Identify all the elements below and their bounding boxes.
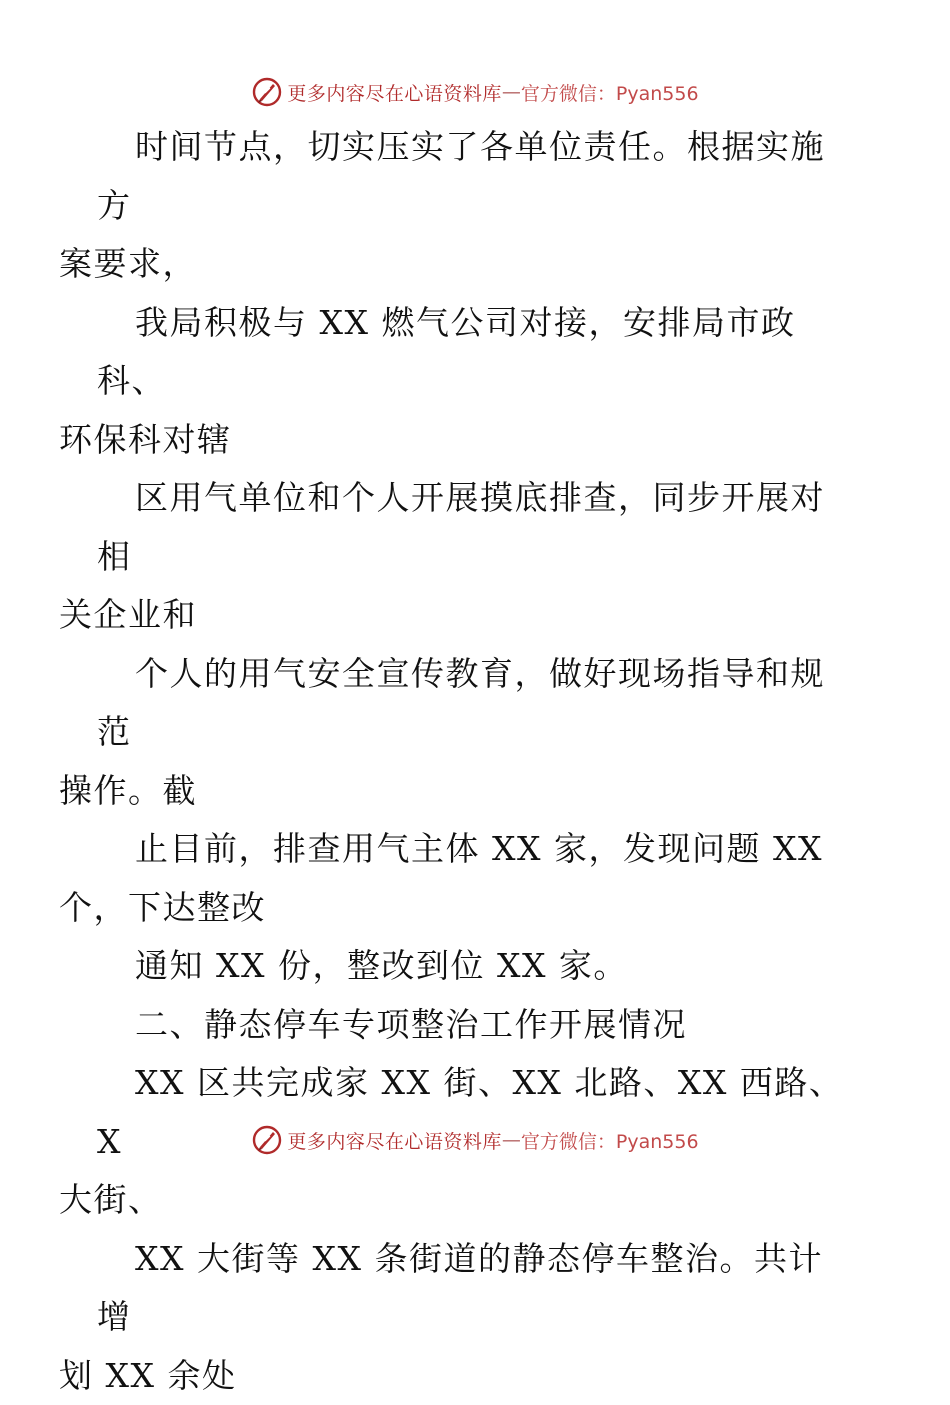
paragraph-line: 区用气单位和个人开展摸底排查，同步开展对相 [97, 469, 857, 586]
watermark-text: 更多内容尽在心语资料库 [287, 1127, 502, 1154]
paragraph-line: 划 XX 余处 [59, 1347, 857, 1405]
watermark-text: 更多内容尽在心语资料库 [287, 79, 502, 106]
feather-pen-circle-icon [251, 1124, 283, 1156]
footer-watermark [0, 1120, 950, 1160]
paragraph-line: 我局积极与 XX 燃气公司对接，安排局市政科、 [97, 294, 857, 411]
section-heading [97, 996, 857, 1055]
paragraph-4 [97, 645, 857, 821]
paragraph-6 [97, 937, 857, 996]
watermark-separator: — [502, 1129, 521, 1151]
paragraph-3 [97, 469, 857, 645]
document-body [97, 118, 857, 1405]
header-watermark [0, 72, 950, 112]
paragraph-line: 环保科对辖 [59, 411, 857, 470]
paragraph-line: 案要求， [59, 235, 857, 294]
paragraph-line: XX 大街等 XX 条街道的静态停车整治。共计增 [97, 1230, 857, 1347]
paragraph-9 [97, 1230, 857, 1405]
paragraph-line: 时间节点，切实压实了各单位责任。根据实施方 [97, 118, 857, 235]
paragraph-line: 通知 XX 份，整改到位 XX 家。 [97, 937, 857, 996]
watermark-contact: 官方微信：Pyan556 [521, 79, 699, 106]
paragraph-line: 止目前，排查用气主体 XX 家，发现问题 XX [97, 820, 857, 879]
feather-pen-circle-icon [251, 76, 283, 108]
paragraph-line: XX 区共完成家 XX 街、XX 北路、XX 西路、X [97, 1054, 857, 1171]
watermark-contact: 官方微信：Pyan556 [521, 1127, 699, 1154]
paragraph-line: 个，下达整改 [59, 879, 857, 938]
paragraph-line: 关企业和 [59, 586, 857, 645]
paragraph-2 [97, 294, 857, 470]
heading-line: 二、静态停车专项整治工作开展情况 [97, 996, 857, 1055]
paragraph-5 [97, 820, 857, 937]
paragraph-1 [97, 118, 857, 294]
paragraph-line: 个人的用气安全宣传教育，做好现场指导和规范 [97, 645, 857, 762]
watermark-separator: — [502, 81, 521, 103]
paragraph-line: 操作。截 [59, 762, 857, 821]
paragraph-line: 大街、 [59, 1171, 857, 1230]
